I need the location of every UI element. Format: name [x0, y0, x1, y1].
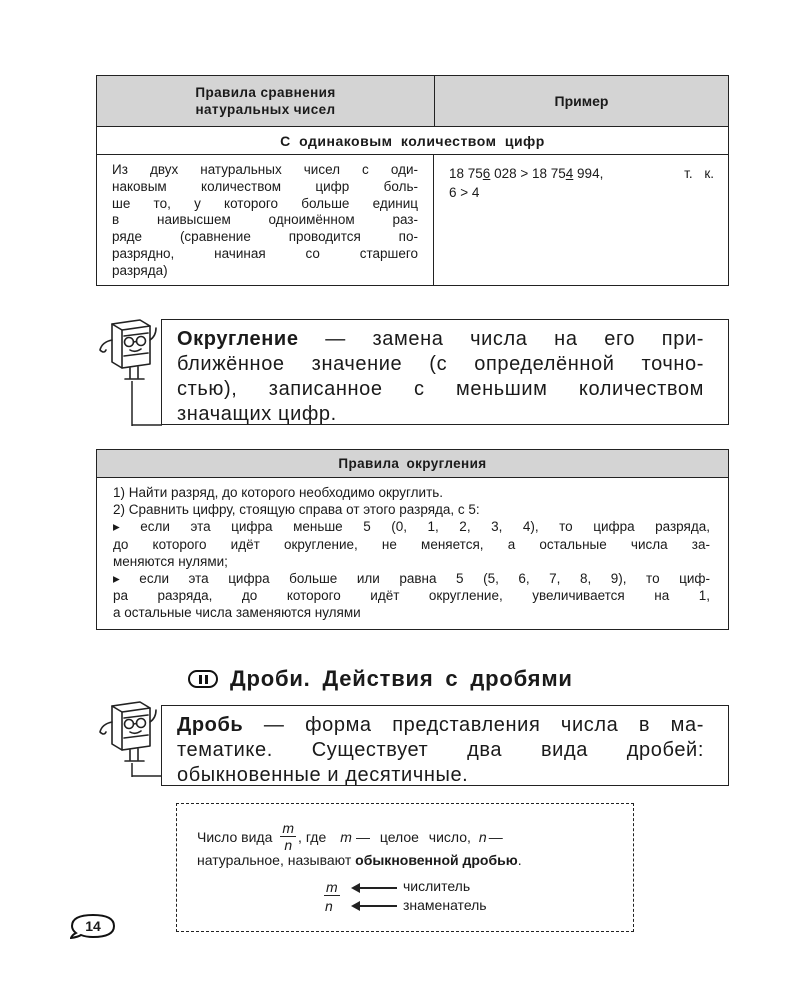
rounding-rule-line: меняются нулями; — [113, 553, 228, 569]
rounding-rule-line: 1) Найти разряд, до которого необходимо округлить. — [113, 485, 444, 500]
fraction-line2 — [197, 852, 522, 868]
rule-line: ряде (сравнение проводится по- — [112, 229, 418, 245]
number-a-digit: 6 — [482, 166, 491, 181]
rounding-rule-line: ра разряда, до которого идёт округление, увеличивается на 1, — [113, 588, 710, 604]
rounding-def-line3: стью), записанное с меньшим количеством — [177, 378, 704, 400]
greater-sign: > — [516, 166, 532, 181]
rounding-rules-body — [97, 478, 728, 622]
example-because: т. к. — [684, 166, 714, 181]
fraction-prefix: Число вида — [197, 828, 273, 845]
rules-column-header — [97, 76, 435, 126]
comparison-subheader: С одинаковым количеством цифр — [97, 127, 728, 155]
book-mascot-icon — [96, 306, 166, 426]
rounding-rule-line: а остальные числа заменяются нулями — [113, 605, 361, 621]
fraction-line2-suffix: . — [517, 852, 522, 868]
rule-line: разряда) — [112, 262, 168, 278]
fraction-m-desc: — целое число, — [355, 828, 471, 845]
var-m: m — [340, 828, 352, 845]
number-b-digit: 4 — [565, 166, 574, 181]
arrow-left-icon — [353, 887, 397, 889]
fraction-n-dash: — — [488, 828, 503, 845]
rounding-def-line2: ближённое значение (с определённой точно- — [177, 353, 704, 375]
example-inequality — [449, 164, 603, 183]
fraction-line2-prefix: натуральное, называют — [197, 852, 356, 868]
legend-numerator-symbol: m — [326, 879, 338, 895]
section-title: Дроби. Действия с дробями — [230, 666, 573, 691]
rounding-def-line1-rest: — замена числа на его при- — [298, 328, 704, 350]
var-n: n — [478, 828, 487, 845]
fraction-def-line2: тематике. Существует два вида дробей: — [177, 739, 704, 761]
number-b-suffix: 994, — [573, 166, 604, 181]
fraction-definition — [161, 705, 729, 786]
rule-line: ше то, у которого больше единиц — [112, 195, 418, 211]
book-mascot-icon — [96, 688, 166, 778]
comparison-row — [97, 155, 728, 286]
fraction-term-bold: обыкновенной дробью — [355, 852, 518, 868]
comparison-table — [96, 75, 729, 286]
example-line1 — [449, 164, 714, 183]
rounding-rules-table — [96, 449, 729, 630]
rounding-rule-line: 2) Сравнить цифру, стоящую справа от этого разряда, с 5: — [113, 502, 480, 518]
arrow-left-icon — [353, 905, 397, 907]
section-heading — [188, 664, 573, 694]
rounding-term: Округление — [177, 328, 299, 350]
fraction-denominator: n — [284, 837, 293, 853]
fraction-explanation-box — [176, 803, 634, 932]
fraction-def-line3: обыкновенные и десятичные. — [177, 764, 469, 786]
rule-line: разрядно, начиная со старшего — [112, 245, 418, 261]
numerator-label: числитель — [403, 878, 471, 894]
fraction-where: , где — [298, 828, 327, 845]
fraction-symbol — [280, 820, 296, 853]
rounding-rule-line: ▸ если эта цифра меньше 5 (0, 1, 2, 3, 4), то цифра разряда, — [113, 519, 710, 535]
fraction-def-line1-rest: — форма представления числа в ма- — [243, 714, 704, 736]
fraction-term: Дробь — [177, 714, 244, 736]
rounding-rules-header: Правила округления — [97, 450, 728, 478]
example-line2: 6 > 4 — [449, 185, 480, 200]
fraction-numerator: m — [282, 820, 295, 836]
rule-line: в наивысшем одноимённом раз- — [112, 212, 418, 228]
rule-line: Из двух натуральных чисел с оди- — [112, 162, 418, 177]
rounding-definition — [161, 319, 729, 425]
rules-header-line1: Правила сравнения — [195, 85, 336, 100]
fraction-def-line1 — [177, 713, 704, 738]
denominator-label: знаменатель — [403, 897, 487, 913]
rounding-rule-line: до которого идёт округление, не меняется, а остальные числа за- — [113, 536, 710, 552]
number-a-prefix: 18 75 — [449, 166, 483, 181]
page-number-text: 14 — [85, 918, 101, 934]
comparison-table-header — [97, 76, 728, 127]
example-column-header: Пример — [554, 93, 609, 109]
number-a-suffix: 028 — [490, 166, 517, 181]
page-number — [70, 913, 116, 939]
comparison-rule-text — [97, 155, 434, 286]
fraction-line1 — [197, 820, 617, 853]
rounding-def-line1 — [177, 327, 704, 352]
section-badge-icon — [188, 670, 218, 688]
legend-denominator-symbol: n — [325, 898, 333, 914]
rules-header-line2: натуральных чисел — [195, 102, 336, 117]
rule-line: наковым количеством цифр боль- — [112, 178, 418, 194]
rounding-rule-line: ▸ если эта цифра больше или равна 5 (5, 6, 7, 8, 9), то циф- — [113, 571, 710, 587]
comparison-example — [434, 155, 728, 286]
number-b-prefix: 18 75 — [531, 166, 566, 181]
rounding-def-line4: значащих цифр. — [177, 403, 337, 425]
